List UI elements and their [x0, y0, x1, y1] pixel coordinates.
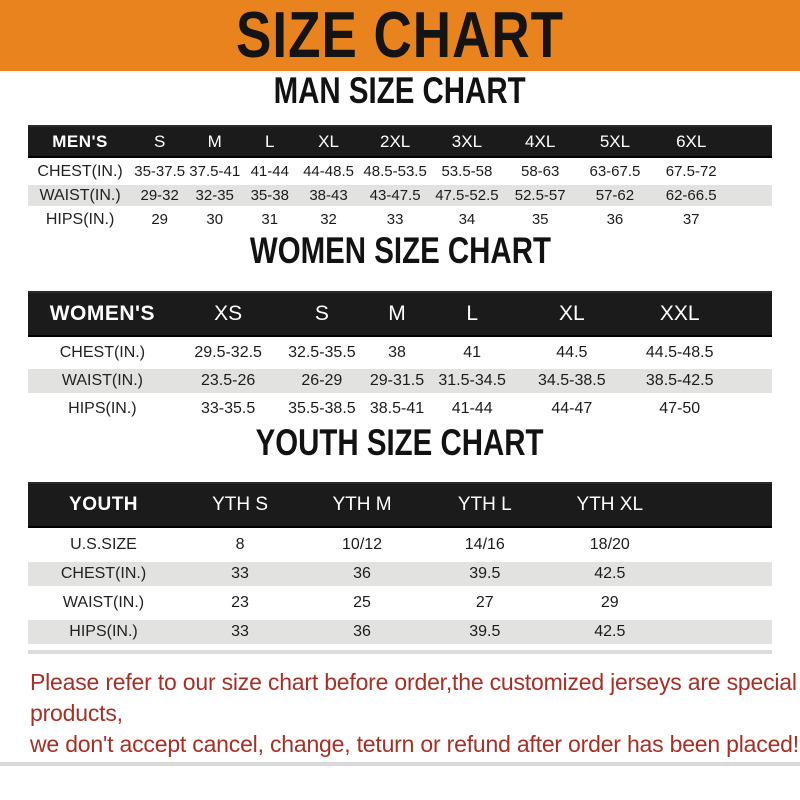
- row-label: WAIST(IN.): [28, 591, 179, 615]
- size-value-cell: 44.5-48.5: [629, 341, 730, 365]
- table-row: [28, 209, 772, 230]
- size-value-cell: 35-37.5: [132, 161, 187, 182]
- size-value-cell: 35-38: [242, 185, 297, 206]
- size-value-cell: 38: [364, 341, 429, 365]
- size-value-cell: 44-47: [515, 397, 630, 421]
- size-column-header: M: [364, 291, 429, 337]
- disclaimer-line-1: Please refer to our size chart before order,the customized jerseys are special products,: [30, 669, 797, 726]
- row-label: HIPS(IN.): [28, 209, 132, 230]
- size-value-cell: 41-44: [430, 397, 515, 421]
- size-value-cell: 29-32: [132, 185, 187, 206]
- table-row: [28, 620, 772, 644]
- size-value-cell: 23.5-26: [177, 369, 280, 393]
- row-label: WAIST(IN.): [28, 185, 132, 206]
- size-value-cell: 58-63: [503, 161, 577, 182]
- table-row: [28, 161, 772, 182]
- size-chart-banner: [0, 0, 800, 73]
- youth-table-name: YOUTH: [28, 482, 179, 528]
- men-table-name: MEN'S: [28, 125, 132, 158]
- size-value-cell: 38.5-42.5: [629, 369, 730, 393]
- size-value-cell: 32.5-35.5: [279, 341, 364, 365]
- men-header-row: [28, 125, 772, 158]
- size-column-header: YTH L: [423, 482, 547, 528]
- size-value-cell: 33: [179, 562, 301, 586]
- size-column-header: S: [132, 125, 187, 158]
- row-filler: [730, 209, 773, 230]
- size-value-cell: 31.5-34.5: [430, 369, 515, 393]
- size-value-cell: 38.5-41: [364, 397, 429, 421]
- row-filler: [673, 620, 772, 644]
- youth-section-heading: YOUTH SIZE CHART: [256, 421, 544, 464]
- row-filler: [673, 591, 772, 615]
- row-filler: [673, 562, 772, 586]
- size-column-header: XXL: [629, 291, 730, 337]
- size-value-cell: 25: [301, 591, 423, 615]
- size-value-cell: 47.5-52.5: [430, 185, 503, 206]
- men-table: [28, 122, 772, 233]
- size-column-header: M: [187, 125, 242, 158]
- size-column-header: 3XL: [430, 125, 503, 158]
- size-value-cell: 57-62: [577, 185, 653, 206]
- size-column-header: 6XL: [653, 125, 730, 158]
- women-table-name: WOMEN'S: [28, 291, 177, 337]
- youth-table-underline: [28, 650, 772, 654]
- table-row: [28, 185, 772, 206]
- row-filler: [730, 369, 772, 393]
- table-row: [28, 341, 772, 365]
- size-value-cell: 8: [179, 533, 301, 557]
- women-section-heading: WOMEN SIZE CHART: [249, 229, 551, 272]
- row-label: CHEST(IN.): [28, 562, 179, 586]
- size-column-header: YTH S: [179, 482, 301, 528]
- row-label: CHEST(IN.): [28, 161, 132, 182]
- size-value-cell: 33-35.5: [177, 397, 280, 421]
- row-filler: [730, 341, 772, 365]
- size-column-header: S: [279, 291, 364, 337]
- size-value-cell: 31: [242, 209, 297, 230]
- size-value-cell: 41-44: [242, 161, 297, 182]
- size-column-header: XL: [515, 291, 630, 337]
- table-row: [28, 562, 772, 586]
- size-value-cell: 29-31.5: [364, 369, 429, 393]
- size-value-cell: 42.5: [547, 620, 673, 644]
- size-value-cell: 27: [423, 591, 547, 615]
- size-value-cell: 52.5-57: [503, 185, 577, 206]
- header-filler: [673, 482, 772, 528]
- women-table: [28, 287, 772, 425]
- size-value-cell: 63-67.5: [577, 161, 653, 182]
- size-column-header: YTH XL: [547, 482, 673, 528]
- banner-title: SIZE CHART: [236, 0, 564, 72]
- size-column-header: XL: [297, 125, 359, 158]
- size-value-cell: 29: [132, 209, 187, 230]
- row-label: HIPS(IN.): [28, 397, 177, 421]
- table-row: [28, 369, 772, 393]
- size-value-cell: 39.5: [423, 620, 547, 644]
- size-value-cell: 36: [301, 620, 423, 644]
- size-value-cell: 42.5: [547, 562, 673, 586]
- disclaimer-line-2: we don't accept cancel, change, teturn or refund after order has been placed!: [30, 731, 799, 757]
- size-value-cell: 29: [547, 591, 673, 615]
- size-value-cell: 48.5-53.5: [360, 161, 431, 182]
- size-value-cell: 23: [179, 591, 301, 615]
- disclaimer-text: [30, 667, 800, 760]
- header-filler: [730, 125, 773, 158]
- size-value-cell: 44-48.5: [297, 161, 359, 182]
- size-value-cell: 26-29: [279, 369, 364, 393]
- row-label: CHEST(IN.): [28, 341, 177, 365]
- size-value-cell: 36: [577, 209, 653, 230]
- size-value-cell: 33: [179, 620, 301, 644]
- size-value-cell: 41: [430, 341, 515, 365]
- row-label: WAIST(IN.): [28, 369, 177, 393]
- size-value-cell: 36: [301, 562, 423, 586]
- size-column-header: L: [242, 125, 297, 158]
- size-value-cell: 35: [503, 209, 577, 230]
- table-row: [28, 397, 772, 421]
- size-value-cell: 43-47.5: [360, 185, 431, 206]
- size-value-cell: 34.5-38.5: [515, 369, 630, 393]
- men-size-table: [28, 122, 772, 233]
- women-header-row: [28, 291, 772, 337]
- size-column-header: 5XL: [577, 125, 653, 158]
- bottom-divider: [0, 762, 800, 766]
- men-section-heading: MAN SIZE CHART: [274, 69, 526, 112]
- size-value-cell: 37.5-41: [187, 161, 242, 182]
- size-value-cell: 62-66.5: [653, 185, 730, 206]
- size-column-header: XS: [177, 291, 280, 337]
- size-value-cell: 34: [430, 209, 503, 230]
- size-value-cell: 10/12: [301, 533, 423, 557]
- row-filler: [730, 185, 773, 206]
- size-value-cell: 33: [360, 209, 431, 230]
- size-column-header: YTH M: [301, 482, 423, 528]
- size-value-cell: 35.5-38.5: [279, 397, 364, 421]
- table-row: [28, 533, 772, 557]
- size-value-cell: 32: [297, 209, 359, 230]
- row-filler: [730, 397, 772, 421]
- row-filler: [673, 533, 772, 557]
- size-value-cell: 30: [187, 209, 242, 230]
- size-value-cell: 29.5-32.5: [177, 341, 280, 365]
- size-value-cell: 18/20: [547, 533, 673, 557]
- size-value-cell: 44.5: [515, 341, 630, 365]
- size-value-cell: 53.5-58: [430, 161, 503, 182]
- size-value-cell: 39.5: [423, 562, 547, 586]
- table-row: [28, 591, 772, 615]
- row-label: U.S.SIZE: [28, 533, 179, 557]
- size-value-cell: 38-43: [297, 185, 359, 206]
- size-value-cell: 14/16: [423, 533, 547, 557]
- row-label: HIPS(IN.): [28, 620, 179, 644]
- header-filler: [730, 291, 772, 337]
- row-filler: [730, 161, 773, 182]
- size-column-header: L: [430, 291, 515, 337]
- youth-size-table: [28, 477, 772, 649]
- size-value-cell: 37: [653, 209, 730, 230]
- size-value-cell: 32-35: [187, 185, 242, 206]
- size-value-cell: 67.5-72: [653, 161, 730, 182]
- size-column-header: 2XL: [360, 125, 431, 158]
- youth-table: [28, 477, 772, 649]
- women-size-table: [28, 287, 772, 425]
- youth-header-row: [28, 482, 772, 528]
- size-value-cell: 47-50: [629, 397, 730, 421]
- size-column-header: 4XL: [503, 125, 577, 158]
